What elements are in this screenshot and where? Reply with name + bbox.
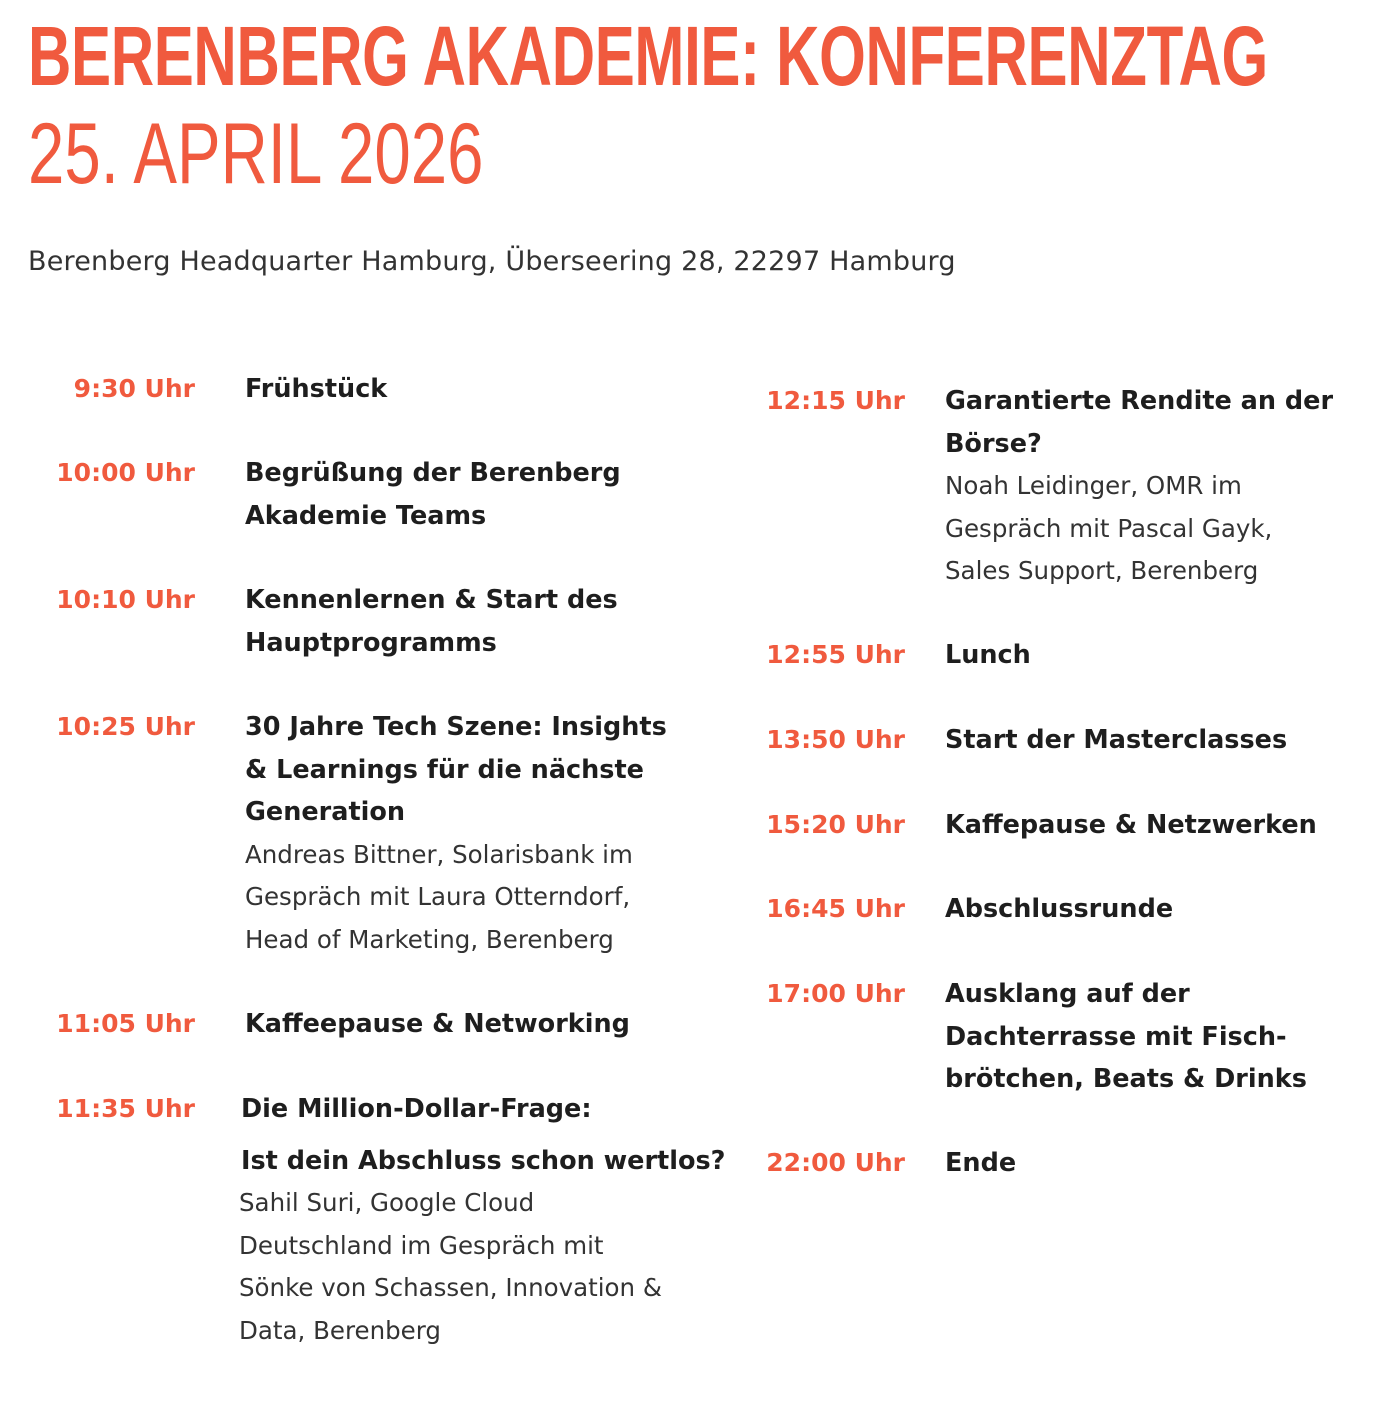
- agenda-content: [945, 888, 1375, 931]
- page-title: BERENBERG AKADEMIE: KONFERENZTAG: [28, 9, 1268, 103]
- agenda-speakers: [245, 834, 705, 962]
- agenda-title-line: Börse?: [945, 428, 1042, 459]
- agenda-content: [945, 380, 1375, 593]
- agenda-title-line: Die Million-Dollar-Frage:: [241, 1094, 592, 1124]
- agenda-time: 15:20 Uhr: [766, 810, 905, 839]
- agenda-title-line: Start der Masterclasses: [945, 725, 1288, 755]
- agenda-speaker-line: Sahil Suri, Google Cloud: [239, 1188, 535, 1217]
- agenda-title-line: Lunch: [945, 640, 1031, 670]
- agenda-speaker-line: Andreas Bittner, Solarisbank im: [245, 839, 633, 869]
- agenda-time: 13:50 Uhr: [766, 725, 905, 754]
- agenda-title-line: brötchen, Beats & Drinks: [945, 1064, 1307, 1094]
- agenda-content: [945, 719, 1375, 762]
- agenda-content: [945, 973, 1375, 1101]
- agenda-title-line: Kennenlernen & Start des: [245, 585, 618, 615]
- agenda-title-line: Dachterrasse mit Fisch-: [945, 1021, 1287, 1052]
- agenda-title-line: Generation: [245, 797, 406, 827]
- event-date: 25. APRIL 2026: [28, 106, 484, 202]
- agenda-speaker-line: Gespräch mit Pascal Gayk,: [945, 513, 1273, 543]
- agenda-content: [245, 452, 705, 537]
- agenda-content: [239, 1088, 726, 1352]
- agenda-title: [945, 634, 1375, 677]
- agenda-time: 11:05 Uhr: [56, 1009, 195, 1038]
- agenda-speaker-line: Sales Support, Berenberg: [945, 556, 1259, 585]
- agenda-title: [241, 1088, 726, 1182]
- agenda-speakers: [945, 465, 1375, 593]
- agenda-title: [245, 1003, 705, 1046]
- agenda-content: [245, 368, 705, 411]
- agenda-content: [945, 1142, 1375, 1185]
- agenda-content: [245, 579, 705, 664]
- agenda-title-line: Abschlussrunde: [945, 894, 1174, 924]
- agenda-title: [245, 706, 705, 834]
- event-venue: Berenberg Headquarter Hamburg, Überseering 28, 22297 Hamburg: [28, 246, 956, 277]
- agenda-speaker-line: Gespräch mit Laura Otterndorf,: [245, 882, 631, 911]
- agenda-time: 17:00 Uhr: [766, 979, 905, 1008]
- agenda-title-line: & Learnings für die nächste: [245, 754, 644, 785]
- agenda-content: [945, 804, 1375, 847]
- agenda-time: 9:30 Uhr: [73, 374, 195, 403]
- agenda-speaker-line: Head of Marketing, Berenberg: [245, 924, 614, 954]
- agenda-title: [245, 368, 705, 411]
- agenda-content: [245, 706, 705, 961]
- agenda-time: 10:25 Uhr: [56, 712, 195, 741]
- agenda-speaker-line: Deutschland im Gespräch mit: [239, 1230, 604, 1260]
- agenda-title: [945, 719, 1375, 762]
- agenda-speakers: [239, 1182, 705, 1352]
- agenda-time: 12:55 Uhr: [766, 640, 905, 669]
- agenda-title-line: 30 Jahre Tech Szene: Insights: [245, 712, 667, 742]
- agenda-title-line: Ausklang auf der: [945, 979, 1190, 1009]
- agenda-time: 16:45 Uhr: [766, 894, 905, 923]
- agenda-title-line: Frühstück: [245, 374, 388, 404]
- agenda-title: [245, 452, 705, 537]
- agenda-time: 12:15 Uhr: [766, 386, 905, 415]
- agenda-speaker-line: Noah Leidinger, OMR im: [945, 471, 1242, 500]
- agenda-title-line: Begrüßung der Berenberg: [245, 458, 621, 488]
- agenda-content: [945, 634, 1375, 677]
- agenda-time: 10:00 Uhr: [56, 458, 195, 487]
- agenda-title-line: Kaffeepause & Networking: [245, 1009, 630, 1039]
- agenda-title-line: Akademie Teams: [245, 500, 487, 531]
- agenda-title: [245, 579, 705, 664]
- agenda-speaker-line: Data, Berenberg: [239, 1315, 441, 1345]
- agenda-time: 11:35 Uhr: [56, 1094, 195, 1123]
- agenda-title: [945, 380, 1375, 465]
- agenda-time: 22:00 Uhr: [766, 1148, 905, 1177]
- agenda-title: [945, 804, 1375, 847]
- agenda-title-line: Ende: [945, 1148, 1017, 1178]
- agenda-title: [945, 888, 1375, 931]
- agenda-title-line: Hauptprogramms: [245, 627, 497, 658]
- agenda-title-line: Garantierte Rendite an der: [945, 386, 1334, 416]
- agenda-title-line: Kaffepause & Netzwerken: [945, 810, 1317, 840]
- agenda-content: [245, 1003, 705, 1046]
- agenda-title: [945, 1142, 1375, 1185]
- agenda-title: [945, 973, 1375, 1101]
- agenda-title-line: Ist dein Abschluss schon wertlos?: [241, 1145, 726, 1176]
- agenda-time: 10:10 Uhr: [56, 585, 195, 614]
- agenda-speaker-line: Sönke von Schassen, Innovation &: [239, 1273, 662, 1302]
